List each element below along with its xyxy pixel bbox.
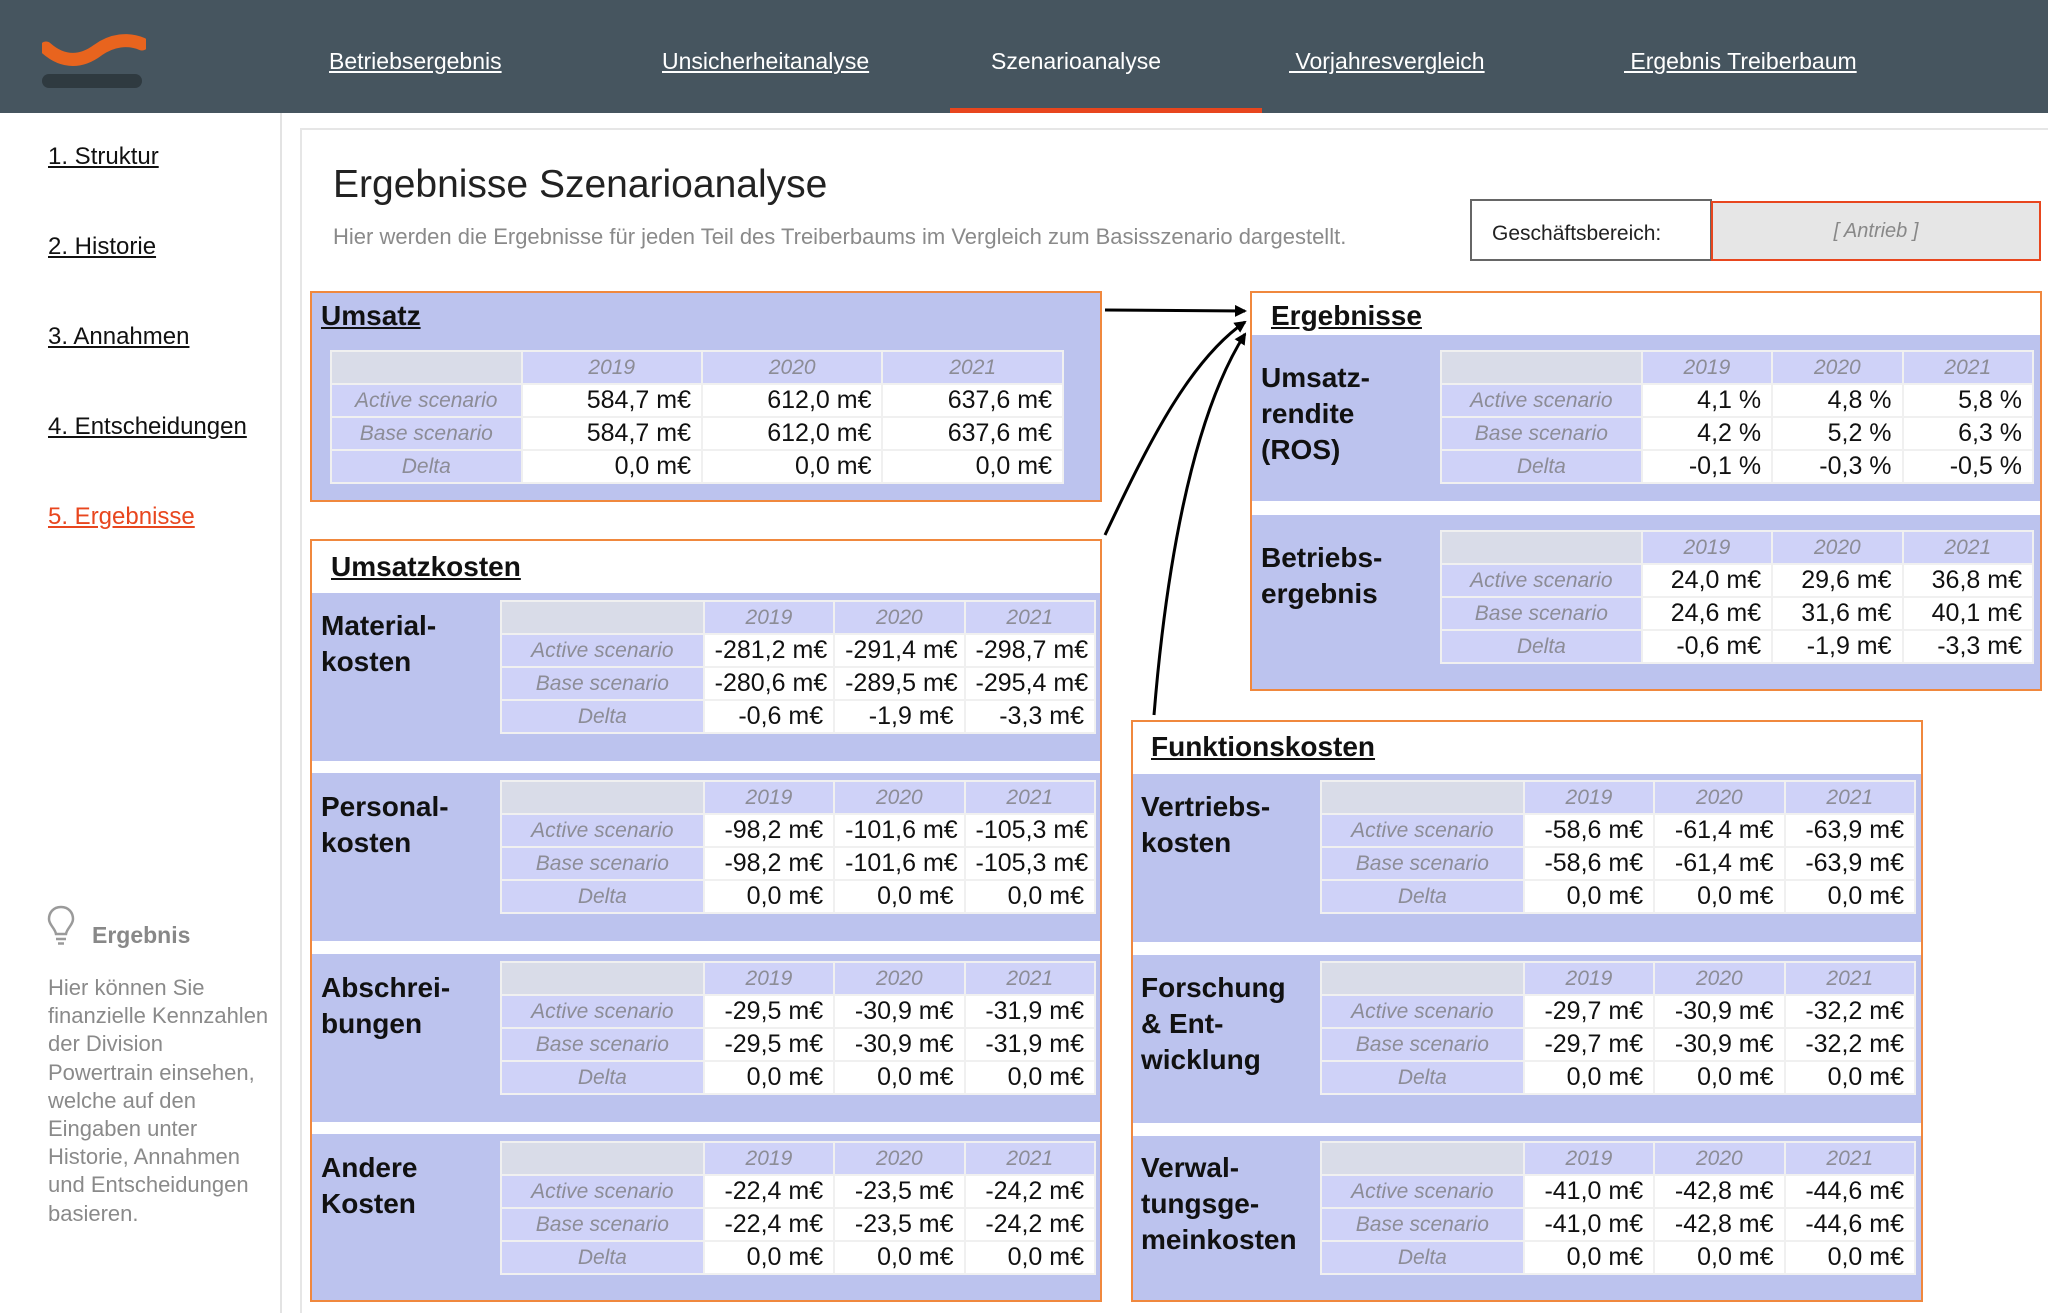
value-cell: -58,6 m€ [1524,847,1654,880]
table-header-row [501,962,1095,995]
value-cell: -61,4 m€ [1654,814,1784,847]
label-text: Andere Kosten [321,1152,418,1219]
tab-szenarioanalyse[interactable]: Szenarioanalyse [991,48,1162,74]
table-header-row [501,601,1095,634]
tab-vorjahresvergleich[interactable]: Vorjahresvergleich [1289,48,1485,74]
table-row [1321,1241,1915,1274]
year-header: 2021 [1903,351,2033,384]
table-forschung-entwicklung [1320,961,1916,1095]
card-title-umsatzkosten: Umsatzkosten [331,551,521,582]
row-header: Delta [501,1061,704,1094]
value-cell: -281,2 m€ [704,634,834,667]
table-row [1441,417,2033,450]
value-cell: 24,0 m€ [1642,564,1772,597]
business-unit-label: Geschäftsbereich: [1492,222,1662,245]
value-cell: -30,9 m€ [1654,1028,1784,1061]
table-row [1441,597,2033,630]
value-cell: -58,6 m€ [1524,814,1654,847]
value-cell: -41,0 m€ [1524,1208,1654,1241]
value-cell: 5,2 % [1772,417,1902,450]
value-cell: -22,4 m€ [704,1175,834,1208]
row-header: Delta [501,1241,704,1274]
year-header: 2019 [1642,531,1772,564]
value-cell: -41,0 m€ [1524,1175,1654,1208]
value-cell: 0,0 m€ [702,450,882,483]
year-header: 2020 [834,1142,964,1175]
year-header: 2021 [1903,531,2033,564]
row-header: Delta [331,450,522,483]
value-cell: 637,6 m€ [882,384,1063,417]
year-header: 2020 [1772,351,1902,384]
year-header: 2020 [834,781,964,814]
row-header: Delta [1321,880,1524,913]
row-label-verwaltungsgemeinkosten [1141,1150,1297,1258]
year-header: 2019 [704,1142,834,1175]
value-cell: -0,1 % [1642,450,1772,483]
tab-unsicherheitanalyse[interactable]: Unsicherheitanalyse [662,48,870,74]
sidebar-item-entscheidungen[interactable]: 4. Entscheidungen [48,413,247,440]
value-cell: -101,6 m€ [834,814,964,847]
value-cell: 584,7 m€ [522,417,702,450]
table-row [1441,630,2033,663]
value-cell: -24,2 m€ [965,1208,1095,1241]
label-text: Verwal- tungsge- meinkosten [1141,1152,1297,1255]
year-header: 2021 [965,1142,1095,1175]
value-cell: -0,6 m€ [1642,630,1772,663]
value-cell: 0,0 m€ [965,880,1095,913]
row-header: Active scenario [501,814,704,847]
value-cell: -42,8 m€ [1654,1208,1784,1241]
year-header: 2021 [965,962,1095,995]
table-row [1321,1208,1915,1241]
hint-title: Ergebnis [92,922,191,948]
sidebar-item-struktur[interactable]: 1. Struktur [48,143,159,170]
row-header: Base scenario [331,417,522,450]
value-cell: -1,9 m€ [834,700,964,733]
table-verwaltungsgemeinkosten [1320,1141,1916,1275]
table-header-row [1441,351,2033,384]
year-header: 2021 [882,351,1063,384]
value-cell: 6,3 % [1903,417,2033,450]
value-cell: -61,4 m€ [1654,847,1784,880]
value-cell: -105,3 m€ [965,814,1095,847]
row-header: Active scenario [501,1175,704,1208]
value-cell: 0,0 m€ [1785,1061,1915,1094]
value-cell: 29,6 m€ [1772,564,1902,597]
value-cell: -22,4 m€ [704,1208,834,1241]
lightbulb-icon [46,904,76,946]
year-header: 2019 [704,962,834,995]
value-cell: 612,0 m€ [702,417,882,450]
table-personalkosten [500,780,1096,914]
table-row [501,814,1095,847]
header-corner-cell [1441,531,1642,564]
row-header: Base scenario [501,1028,704,1061]
table-row [501,1028,1095,1061]
row-header: Active scenario [1321,814,1524,847]
value-cell: 0,0 m€ [834,1241,964,1274]
value-cell: -98,2 m€ [704,847,834,880]
row-header: Active scenario [1441,384,1642,417]
row-header: Delta [1321,1061,1524,1094]
table-row [331,450,1063,483]
row-header: Active scenario [1321,995,1524,1028]
value-cell: -44,6 m€ [1785,1208,1915,1241]
value-cell: -105,3 m€ [965,847,1095,880]
label-text: Umsatz- rendite (ROS) [1261,362,1370,465]
row-header: Active scenario [1441,564,1642,597]
table-materialkosten [500,600,1096,734]
row-header: Base scenario [1321,847,1524,880]
row-header: Base scenario [501,667,704,700]
year-header: 2021 [1785,781,1915,814]
table-row [501,995,1095,1028]
table-row [501,700,1095,733]
table-umsatz [330,350,1064,484]
card-title-umsatz: Umsatz [321,300,421,331]
value-cell: -29,7 m€ [1524,1028,1654,1061]
tab-betriebsergebnis[interactable]: Betriebsergebnis [329,48,502,74]
year-header: 2021 [1785,962,1915,995]
table-row [1441,384,2033,417]
year-header: 2020 [702,351,882,384]
value-cell: 0,0 m€ [704,1061,834,1094]
value-cell: 0,0 m€ [1785,880,1915,913]
year-header: 2021 [1785,1142,1915,1175]
value-cell: 0,0 m€ [1524,1241,1654,1274]
value-cell: -30,9 m€ [1654,995,1784,1028]
value-cell: -31,9 m€ [965,995,1095,1028]
value-cell: 0,0 m€ [1654,880,1784,913]
value-cell: -1,9 m€ [1772,630,1902,663]
table-header-row [501,1142,1095,1175]
table-row [1441,450,2033,483]
sidebar-item-historie[interactable]: 2. Historie [48,233,157,260]
row-header: Active scenario [501,995,704,1028]
value-cell: 0,0 m€ [522,450,702,483]
value-cell: -63,9 m€ [1785,847,1915,880]
active-tab-indicator [950,108,1262,113]
row-header: Base scenario [1321,1028,1524,1061]
label-text: Abschrei- bungen [321,972,451,1039]
value-cell: 31,6 m€ [1772,597,1902,630]
value-cell: -291,4 m€ [834,634,964,667]
value-cell: 584,7 m€ [522,384,702,417]
value-cell: 0,0 m€ [704,880,834,913]
header-corner-cell [1321,781,1524,814]
value-cell: -280,6 m€ [704,667,834,700]
value-cell: -23,5 m€ [834,1175,964,1208]
table-row [1321,1175,1915,1208]
row-label-umsatzrendite [1261,360,1370,468]
value-cell: 40,1 m€ [1903,597,2033,630]
value-cell: -29,5 m€ [704,995,834,1028]
row-label-materialkosten [321,608,436,680]
value-cell: 0,0 m€ [965,1061,1095,1094]
value-cell: 0,0 m€ [882,450,1063,483]
table-header-row [1441,531,2033,564]
value-cell: -98,2 m€ [704,814,834,847]
table-row [501,1208,1095,1241]
year-header: 2019 [522,351,702,384]
card-title-ergebnisse: Ergebnisse [1271,300,1422,331]
label-text: Material- kosten [321,610,437,677]
label-text: Betriebs- ergebnis [1261,542,1383,609]
row-label-vertriebskosten [1141,789,1270,861]
value-cell: -298,7 m€ [965,634,1095,667]
row-header: Base scenario [501,847,704,880]
value-cell: -24,2 m€ [965,1175,1095,1208]
table-row [1321,995,1915,1028]
year-header: 2020 [834,601,964,634]
row-header: Base scenario [1441,597,1642,630]
table-header-row [1321,1142,1915,1175]
value-cell: 0,0 m€ [704,1241,834,1274]
table-umsatzrendite [1440,350,2034,484]
year-header: 2020 [834,962,964,995]
table-row [331,417,1063,450]
value-cell: -0,5 % [1903,450,2033,483]
year-header: 2019 [704,781,834,814]
value-cell: -0,6 m€ [704,700,834,733]
row-header: Base scenario [501,1208,704,1241]
table-betriebsergebnis [1440,530,2034,664]
table-vertriebskosten [1320,780,1916,914]
value-cell: -63,9 m€ [1785,814,1915,847]
card-title-funktionskosten: Funktionskosten [1151,731,1376,762]
label-text: Forschung & Ent- wicklung [1141,972,1286,1075]
value-cell: 4,1 % [1642,384,1772,417]
row-header: Base scenario [1321,1208,1524,1241]
value-cell: 0,0 m€ [1654,1241,1784,1274]
page-title: Ergebnisse Szenarioanalyse [333,163,828,206]
year-header: 2020 [1654,1142,1784,1175]
year-header: 2019 [1642,351,1772,384]
company-logo [42,32,146,92]
row-label-forschung-entwicklung [1141,970,1286,1078]
value-cell: -29,7 m€ [1524,995,1654,1028]
table-row [1321,1028,1915,1061]
value-cell: 0,0 m€ [834,1061,964,1094]
year-header: 2019 [1524,1142,1654,1175]
year-header: 2020 [1772,531,1902,564]
table-row [501,1061,1095,1094]
value-cell: 0,0 m€ [1524,1061,1654,1094]
table-row [501,667,1095,700]
label-text: Vertriebs- kosten [1141,791,1271,858]
table-row [501,1175,1095,1208]
year-header: 2019 [1524,781,1654,814]
value-cell: 5,8 % [1903,384,2033,417]
table-row [501,1241,1095,1274]
value-cell: -295,4 m€ [965,667,1095,700]
table-row [1441,564,2033,597]
hint-text: Hier können Sie finanzielle Kennzahlen der Division Powertrain einsehen, welche auf den Eingaben unter Historie, Annahmen und Entscheidungen basieren. [48,975,269,1226]
sidebar-item-ergebnisse[interactable]: 5. Ergebnisse [48,503,195,530]
value-cell: 0,0 m€ [1785,1241,1915,1274]
value-cell: -30,9 m€ [834,995,964,1028]
table-header-row [1321,962,1915,995]
value-cell: -32,2 m€ [1785,995,1915,1028]
header-corner-cell [501,781,704,814]
table-row [1321,880,1915,913]
value-cell: 0,0 m€ [1524,880,1654,913]
value-cell: -31,9 m€ [965,1028,1095,1061]
business-unit-select[interactable]: [ Antrieb ] [1711,201,2041,261]
header-corner-cell [1321,1142,1524,1175]
row-label-betriebsergebnis [1261,540,1382,612]
value-cell: -44,6 m€ [1785,1175,1915,1208]
year-header: 2019 [1524,962,1654,995]
table-row [501,847,1095,880]
value-cell: -23,5 m€ [834,1208,964,1241]
year-header: 2019 [704,601,834,634]
row-header: Delta [1321,1241,1524,1274]
year-header: 2020 [1654,781,1784,814]
year-header: 2021 [965,781,1095,814]
table-row [501,634,1095,667]
row-header: Delta [1441,630,1642,663]
year-header: 2021 [965,601,1095,634]
row-header: Active scenario [331,384,522,417]
header-corner-cell [1321,962,1524,995]
row-header: Delta [501,880,704,913]
value-cell: -29,5 m€ [704,1028,834,1061]
value-cell: -289,5 m€ [834,667,964,700]
value-cell: -30,9 m€ [834,1028,964,1061]
table-row [331,384,1063,417]
header-corner-cell [1441,351,1642,384]
value-cell: 0,0 m€ [965,1241,1095,1274]
table-header-row [1321,781,1915,814]
value-cell: 0,0 m€ [834,880,964,913]
label-text: Personal- kosten [321,791,449,858]
value-cell: -101,6 m€ [834,847,964,880]
row-label-abschreibungen [321,970,450,1042]
value-cell: -3,3 m€ [965,700,1095,733]
value-cell: 0,0 m€ [1654,1061,1784,1094]
header-corner-cell [331,351,522,384]
row-header: Active scenario [1321,1175,1524,1208]
row-header: Active scenario [501,634,704,667]
header-corner-cell [501,1142,704,1175]
tab-ergebnis-treiberbaum[interactable]: Ergebnis Treiberbaum [1624,48,1857,74]
row-header: Delta [501,700,704,733]
value-cell: -3,3 m€ [1903,630,2033,663]
value-cell: -42,8 m€ [1654,1175,1784,1208]
table-abschreibungen [500,961,1096,1095]
value-cell: 4,2 % [1642,417,1772,450]
value-cell: 4,8 % [1772,384,1902,417]
row-label-personalkosten [321,789,449,861]
row-header: Base scenario [1441,417,1642,450]
sidebar-item-annahmen[interactable]: 3. Annahmen [48,323,190,350]
value-cell: -0,3 % [1772,450,1902,483]
table-row [1321,847,1915,880]
row-label-andere-kosten [321,1150,417,1222]
value-cell: 24,6 m€ [1642,597,1772,630]
table-row [1321,1061,1915,1094]
page-subtitle: Hier werden die Ergebnisse für jeden Teil des Treiberbaums im Vergleich zum Basisszenario dargestellt. [333,224,1347,249]
table-andere-kosten [500,1141,1096,1275]
year-header: 2020 [1654,962,1784,995]
table-row [1321,814,1915,847]
value-cell: -32,2 m€ [1785,1028,1915,1061]
row-header: Delta [1441,450,1642,483]
table-row [501,880,1095,913]
value-cell: 612,0 m€ [702,384,882,417]
value-cell: 36,8 m€ [1903,564,2033,597]
header-corner-cell [501,601,704,634]
header-corner-cell [501,962,704,995]
table-header-row [501,781,1095,814]
value-cell: 637,6 m€ [882,417,1063,450]
table-header-row [331,351,1063,384]
